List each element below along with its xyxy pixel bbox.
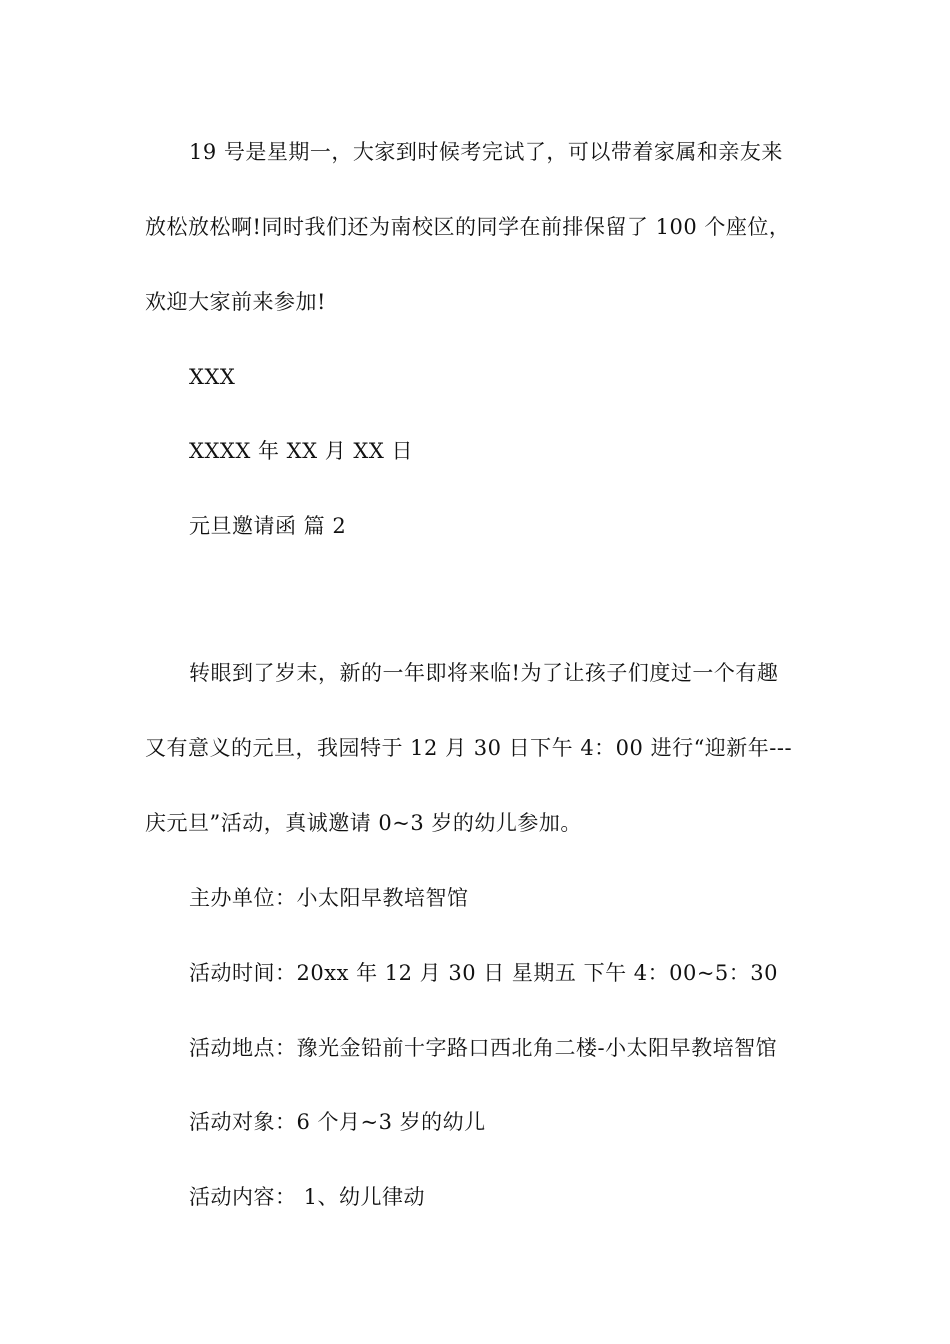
organizer-line: 主办单位：小太阳早教培智馆 (189, 886, 469, 910)
content-line: 活动内容： 1、幼儿律动 (189, 1185, 426, 1209)
audience-line: 活动对象：6 个月~3 岁的幼儿 (189, 1110, 486, 1134)
date: XXXX 年 XX 月 XX 日 (189, 439, 413, 463)
section-title: 元旦邀请函 篇 2 (189, 514, 347, 538)
signature: XXX (189, 365, 236, 389)
para2-line2: 又有意义的元旦，我园特于 12 月 30 日下午 4：00 进行“迎新年--- (145, 736, 793, 760)
para2-line3: 庆元旦”活动，真诚邀请 0~3 岁的幼儿参加。 (145, 811, 582, 835)
location-line: 活动地点：豫光金铅前十字路口西北角二楼-小太阳早教培智馆 (189, 1036, 778, 1060)
para1-line1: 19 号是星期一，大家到时候考完试了，可以带着家属和亲友来 (189, 140, 783, 164)
time-line: 活动时间：20xx 年 12 月 30 日 星期五 下午 4：00~5：30 (189, 961, 779, 985)
para2-line1: 转眼到了岁末，新的一年即将来临!为了让孩子们度过一个有趣 (189, 661, 779, 685)
para1-line2: 放松放松啊!同时我们还为南校区的同学在前排保留了 100 个座位， (145, 215, 791, 239)
para1-line3: 欢迎大家前来参加! (145, 290, 326, 314)
